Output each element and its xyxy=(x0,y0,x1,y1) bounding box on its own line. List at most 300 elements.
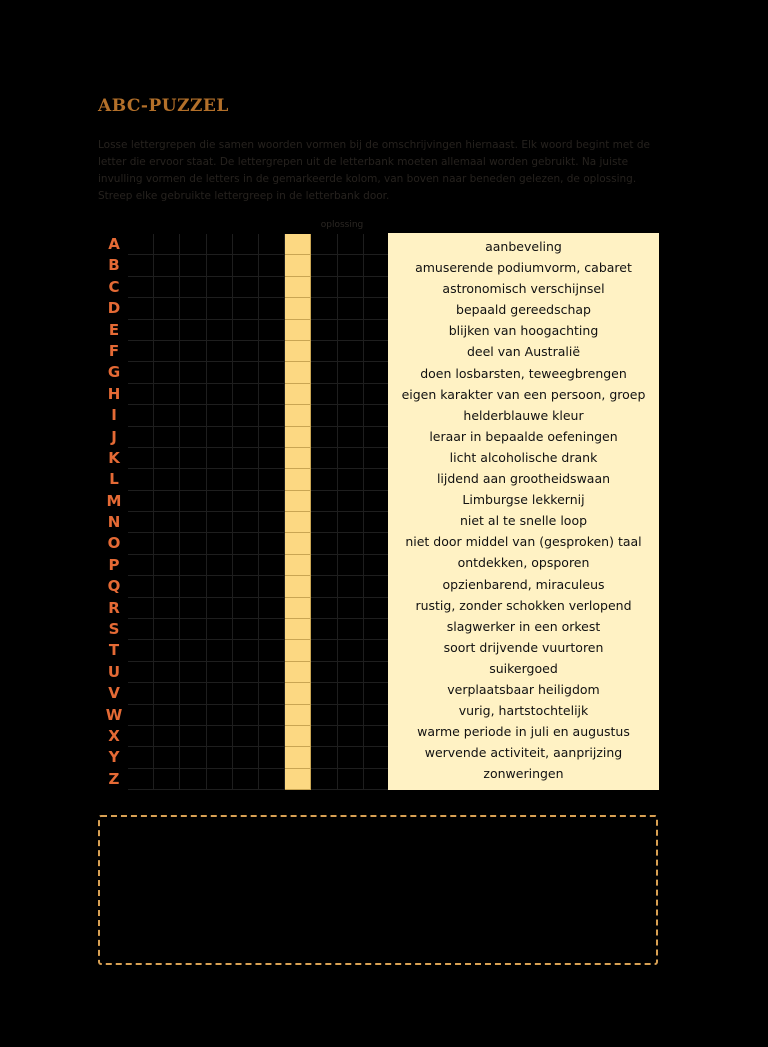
solution-cell[interactable] xyxy=(285,533,311,554)
answer-cell[interactable] xyxy=(180,705,206,726)
answer-cell[interactable] xyxy=(338,662,364,683)
answer-cell[interactable] xyxy=(259,705,285,726)
answer-cell[interactable] xyxy=(338,234,364,255)
answer-cell[interactable] xyxy=(364,384,390,405)
answer-cell[interactable] xyxy=(207,769,233,790)
answer-cell[interactable] xyxy=(154,512,180,533)
answer-cell[interactable] xyxy=(154,255,180,276)
answer-cell[interactable] xyxy=(311,726,337,747)
answer-cell[interactable] xyxy=(207,469,233,490)
answer-cell[interactable] xyxy=(311,405,337,426)
answer-cell[interactable] xyxy=(154,640,180,661)
answer-cell[interactable] xyxy=(311,769,337,790)
answer-cell[interactable] xyxy=(180,491,206,512)
answer-cell[interactable] xyxy=(233,427,259,448)
answer-cell[interactable] xyxy=(338,405,364,426)
answer-cell[interactable] xyxy=(154,491,180,512)
grid-row xyxy=(128,341,390,362)
answer-grid xyxy=(128,234,390,790)
answer-cell[interactable] xyxy=(233,726,259,747)
answer-cell[interactable] xyxy=(364,555,390,576)
answer-cell[interactable] xyxy=(154,598,180,619)
answer-cell[interactable] xyxy=(311,662,337,683)
answer-cell[interactable] xyxy=(154,427,180,448)
answer-cell[interactable] xyxy=(364,427,390,448)
answer-cell[interactable] xyxy=(180,555,206,576)
answer-cell[interactable] xyxy=(259,298,285,319)
answer-cell[interactable] xyxy=(259,427,285,448)
answer-cell[interactable] xyxy=(311,555,337,576)
answer-cell[interactable] xyxy=(128,277,154,298)
answer-cell[interactable] xyxy=(259,491,285,512)
answer-cell[interactable] xyxy=(233,298,259,319)
answer-cell[interactable] xyxy=(233,533,259,554)
answer-cell[interactable] xyxy=(364,362,390,383)
answer-cell[interactable] xyxy=(154,555,180,576)
answer-cell[interactable] xyxy=(128,469,154,490)
answer-cell[interactable] xyxy=(233,705,259,726)
answer-cell[interactable] xyxy=(338,512,364,533)
answer-cell[interactable] xyxy=(154,662,180,683)
answer-cell[interactable] xyxy=(233,683,259,704)
answer-cell[interactable] xyxy=(233,234,259,255)
answer-cell[interactable] xyxy=(154,576,180,597)
answer-cell[interactable] xyxy=(233,640,259,661)
solution-cell[interactable] xyxy=(285,640,311,661)
answer-cell[interactable] xyxy=(207,427,233,448)
solution-cell[interactable] xyxy=(285,769,311,790)
answer-cell[interactable] xyxy=(364,234,390,255)
grid-row xyxy=(128,640,390,661)
answer-cell[interactable] xyxy=(128,726,154,747)
answer-cell[interactable] xyxy=(128,555,154,576)
answer-cell[interactable] xyxy=(338,533,364,554)
solution-cell[interactable] xyxy=(285,555,311,576)
answer-cell[interactable] xyxy=(364,619,390,640)
answer-cell[interactable] xyxy=(128,341,154,362)
answer-cell[interactable] xyxy=(364,512,390,533)
answer-cell[interactable] xyxy=(154,619,180,640)
solution-cell[interactable] xyxy=(285,384,311,405)
answer-cell[interactable] xyxy=(180,726,206,747)
answer-cell[interactable] xyxy=(259,662,285,683)
answer-cell[interactable] xyxy=(364,769,390,790)
answer-cell[interactable] xyxy=(311,320,337,341)
clue-item: soort drijvende vuurtoren xyxy=(443,639,604,655)
answer-cell[interactable] xyxy=(338,491,364,512)
answer-cell[interactable] xyxy=(364,255,390,276)
solution-cell[interactable] xyxy=(285,427,311,448)
answer-cell[interactable] xyxy=(154,384,180,405)
answer-cell[interactable] xyxy=(364,747,390,768)
answer-cell[interactable] xyxy=(233,576,259,597)
answer-cell[interactable] xyxy=(364,405,390,426)
answer-cell[interactable] xyxy=(364,341,390,362)
grid-row xyxy=(128,512,390,533)
answer-cell[interactable] xyxy=(364,726,390,747)
answer-cell[interactable] xyxy=(180,747,206,768)
answer-cell[interactable] xyxy=(128,769,154,790)
grid-row xyxy=(128,384,390,405)
row-letter: W xyxy=(105,705,123,724)
answer-cell[interactable] xyxy=(128,255,154,276)
answer-cell[interactable] xyxy=(128,683,154,704)
solution-cell[interactable] xyxy=(285,341,311,362)
solution-cell[interactable] xyxy=(285,255,311,276)
solution-cell[interactable] xyxy=(285,448,311,469)
row-letter: E xyxy=(108,320,120,339)
grid-row xyxy=(128,747,390,768)
solution-cell[interactable] xyxy=(285,277,311,298)
answer-cell[interactable] xyxy=(233,405,259,426)
answer-cell[interactable] xyxy=(128,705,154,726)
answer-cell[interactable] xyxy=(338,277,364,298)
row-letter: I xyxy=(111,406,117,425)
answer-cell[interactable] xyxy=(364,662,390,683)
row-letter: B xyxy=(108,256,120,275)
answer-cell[interactable] xyxy=(338,255,364,276)
answer-cell[interactable] xyxy=(180,662,206,683)
answer-cell[interactable] xyxy=(259,384,285,405)
solution-cell[interactable] xyxy=(285,362,311,383)
answer-cell[interactable] xyxy=(338,576,364,597)
answer-cell[interactable] xyxy=(233,384,259,405)
answer-cell[interactable] xyxy=(311,705,337,726)
solution-cell[interactable] xyxy=(285,683,311,704)
answer-cell[interactable] xyxy=(180,255,206,276)
solution-cell[interactable] xyxy=(285,298,311,319)
solution-cell[interactable] xyxy=(285,469,311,490)
answer-cell[interactable] xyxy=(207,598,233,619)
answer-cell[interactable] xyxy=(311,384,337,405)
answer-cell[interactable] xyxy=(128,512,154,533)
answer-cell[interactable] xyxy=(338,448,364,469)
answer-cell[interactable] xyxy=(128,298,154,319)
answer-cell[interactable] xyxy=(338,619,364,640)
answer-cell[interactable] xyxy=(233,512,259,533)
answer-cell[interactable] xyxy=(180,533,206,554)
row-letter: F xyxy=(108,341,120,360)
clue-item: aanbeveling xyxy=(485,239,562,254)
answer-cell[interactable] xyxy=(338,427,364,448)
answer-cell[interactable] xyxy=(259,320,285,341)
answer-cell[interactable] xyxy=(311,576,337,597)
answer-cell[interactable] xyxy=(207,320,233,341)
clue-item: eigen karakter van een persoon, groep xyxy=(401,386,646,402)
answer-cell[interactable] xyxy=(364,320,390,341)
answer-cell[interactable] xyxy=(207,640,233,661)
answer-cell[interactable] xyxy=(180,683,206,704)
answer-cell[interactable] xyxy=(154,683,180,704)
answer-cell[interactable] xyxy=(338,320,364,341)
answer-cell[interactable] xyxy=(233,341,259,362)
answer-cell[interactable] xyxy=(233,662,259,683)
answer-cell[interactable] xyxy=(311,469,337,490)
answer-cell[interactable] xyxy=(259,726,285,747)
row-letter: L xyxy=(109,470,119,489)
solution-cell[interactable] xyxy=(285,512,311,533)
answer-cell[interactable] xyxy=(207,662,233,683)
answer-cell[interactable] xyxy=(180,405,206,426)
answer-cell[interactable] xyxy=(311,448,337,469)
answer-cell[interactable] xyxy=(364,533,390,554)
solution-cell[interactable] xyxy=(285,662,311,683)
grid-row xyxy=(128,598,390,619)
answer-cell[interactable] xyxy=(311,277,337,298)
answer-cell[interactable] xyxy=(233,255,259,276)
answer-cell[interactable] xyxy=(259,576,285,597)
answer-cell[interactable] xyxy=(338,769,364,790)
answer-cell[interactable] xyxy=(259,512,285,533)
answer-cell[interactable] xyxy=(207,705,233,726)
answer-cell[interactable] xyxy=(180,619,206,640)
solution-cell[interactable] xyxy=(285,491,311,512)
grid-row xyxy=(128,662,390,683)
answer-cell[interactable] xyxy=(154,469,180,490)
answer-cell[interactable] xyxy=(311,619,337,640)
answer-cell[interactable] xyxy=(207,234,233,255)
answer-cell[interactable] xyxy=(154,769,180,790)
answer-cell[interactable] xyxy=(338,298,364,319)
answer-cell[interactable] xyxy=(259,255,285,276)
answer-cell[interactable] xyxy=(233,598,259,619)
answer-cell[interactable] xyxy=(364,640,390,661)
grid-row xyxy=(128,320,390,341)
answer-cell[interactable] xyxy=(338,705,364,726)
answer-cell[interactable] xyxy=(233,277,259,298)
answer-cell[interactable] xyxy=(128,427,154,448)
answer-cell[interactable] xyxy=(207,491,233,512)
answer-cell[interactable] xyxy=(154,405,180,426)
answer-cell[interactable] xyxy=(259,362,285,383)
answer-cell[interactable] xyxy=(128,491,154,512)
answer-cell[interactable] xyxy=(180,576,206,597)
answer-cell[interactable] xyxy=(207,277,233,298)
answer-cell[interactable] xyxy=(233,747,259,768)
puzzle-instructions xyxy=(98,137,678,205)
answer-cell[interactable] xyxy=(338,469,364,490)
answer-cell[interactable] xyxy=(207,384,233,405)
answer-cell[interactable] xyxy=(207,576,233,597)
answer-cell[interactable] xyxy=(364,448,390,469)
answer-cell[interactable] xyxy=(207,341,233,362)
answer-cell[interactable] xyxy=(311,640,337,661)
answer-cell[interactable] xyxy=(180,341,206,362)
answer-cell[interactable] xyxy=(364,576,390,597)
answer-cell[interactable] xyxy=(364,277,390,298)
clue-item: doen losbarsten, teweegbrengen xyxy=(420,365,627,381)
answer-cell[interactable] xyxy=(207,683,233,704)
answer-cell[interactable] xyxy=(311,255,337,276)
answer-cell[interactable] xyxy=(311,362,337,383)
answer-cell[interactable] xyxy=(128,234,154,255)
answer-cell[interactable] xyxy=(180,277,206,298)
grid-row xyxy=(128,298,390,319)
answer-cell[interactable] xyxy=(338,726,364,747)
answer-cell[interactable] xyxy=(338,598,364,619)
solution-cell[interactable] xyxy=(285,726,311,747)
answer-cell[interactable] xyxy=(259,555,285,576)
answer-cell[interactable] xyxy=(128,619,154,640)
answer-cell[interactable] xyxy=(233,362,259,383)
answer-cell[interactable] xyxy=(259,448,285,469)
clue-item: slagwerker in een orkest xyxy=(446,618,601,634)
answer-cell[interactable] xyxy=(259,469,285,490)
answer-cell[interactable] xyxy=(207,255,233,276)
answer-cell[interactable] xyxy=(180,427,206,448)
answer-cell[interactable] xyxy=(154,705,180,726)
answer-cell[interactable] xyxy=(311,598,337,619)
clue-item: deel van Australië xyxy=(466,344,581,360)
row-letter: A xyxy=(108,235,120,253)
answer-cell[interactable] xyxy=(364,705,390,726)
answer-cell[interactable] xyxy=(364,491,390,512)
answer-cell[interactable] xyxy=(154,277,180,298)
answer-cell[interactable] xyxy=(311,491,337,512)
answer-cell[interactable] xyxy=(311,234,337,255)
answer-cell[interactable] xyxy=(128,533,154,554)
answer-cell[interactable] xyxy=(154,448,180,469)
answer-cell[interactable] xyxy=(233,555,259,576)
answer-cell[interactable] xyxy=(180,769,206,790)
answer-cell[interactable] xyxy=(154,234,180,255)
answer-cell[interactable] xyxy=(311,298,337,319)
grid-row xyxy=(128,362,390,383)
clue-item: helderblauwe kleur xyxy=(463,407,584,423)
answer-cell[interactable] xyxy=(180,469,206,490)
answer-cell[interactable] xyxy=(259,619,285,640)
answer-cell[interactable] xyxy=(154,362,180,383)
clue-item: verplaatsbaar heiligdom xyxy=(447,681,600,697)
clue-item: warme periode in juli en augustus xyxy=(417,724,630,740)
row-letter: U xyxy=(107,662,121,681)
answer-cell[interactable] xyxy=(154,298,180,319)
answer-cell[interactable] xyxy=(233,469,259,490)
answer-cell[interactable] xyxy=(311,533,337,554)
answer-cell[interactable] xyxy=(311,341,337,362)
answer-cell[interactable] xyxy=(180,384,206,405)
row-letter: N xyxy=(107,513,121,532)
answer-cell[interactable] xyxy=(311,747,337,768)
answer-cell[interactable] xyxy=(154,747,180,768)
answer-cell[interactable] xyxy=(180,448,206,469)
answer-cell[interactable] xyxy=(338,683,364,704)
answer-cell[interactable] xyxy=(128,362,154,383)
answer-cell[interactable] xyxy=(364,683,390,704)
solution-cell[interactable] xyxy=(285,598,311,619)
answer-cell[interactable] xyxy=(180,640,206,661)
answer-cell[interactable] xyxy=(259,533,285,554)
clue-item: blijken van hoogachting xyxy=(448,323,599,339)
solution-cell[interactable] xyxy=(285,576,311,597)
answer-cell[interactable] xyxy=(128,405,154,426)
solution-cell[interactable] xyxy=(285,405,311,426)
answer-cell[interactable] xyxy=(154,533,180,554)
answer-cell[interactable] xyxy=(128,662,154,683)
answer-cell[interactable] xyxy=(207,533,233,554)
answer-cell[interactable] xyxy=(207,448,233,469)
answer-cell[interactable] xyxy=(338,384,364,405)
answer-cell[interactable] xyxy=(259,769,285,790)
answer-cell[interactable] xyxy=(154,341,180,362)
answer-cell[interactable] xyxy=(207,747,233,768)
solution-cell[interactable] xyxy=(285,619,311,640)
answer-cell[interactable] xyxy=(338,640,364,661)
answer-cell[interactable] xyxy=(311,683,337,704)
answer-cell[interactable] xyxy=(207,405,233,426)
answer-cell[interactable] xyxy=(207,512,233,533)
answer-cell[interactable] xyxy=(233,448,259,469)
answer-cell[interactable] xyxy=(128,384,154,405)
answer-cell[interactable] xyxy=(364,469,390,490)
clue-item: licht alcoholische drank xyxy=(449,449,598,465)
answer-cell[interactable] xyxy=(128,320,154,341)
answer-cell[interactable] xyxy=(259,341,285,362)
answer-cell[interactable] xyxy=(311,512,337,533)
answer-cell[interactable] xyxy=(207,726,233,747)
answer-cell[interactable] xyxy=(233,491,259,512)
answer-cell[interactable] xyxy=(128,576,154,597)
clue-item: vurig, hartstochtelijk xyxy=(458,703,589,719)
answer-cell[interactable] xyxy=(259,683,285,704)
answer-cell[interactable] xyxy=(207,619,233,640)
answer-cell[interactable] xyxy=(364,298,390,319)
answer-cell[interactable] xyxy=(180,362,206,383)
answer-cell[interactable] xyxy=(259,234,285,255)
answer-cell[interactable] xyxy=(259,747,285,768)
answer-cell[interactable] xyxy=(233,619,259,640)
answer-cell[interactable] xyxy=(311,427,337,448)
answer-cell[interactable] xyxy=(259,277,285,298)
answer-cell[interactable] xyxy=(207,298,233,319)
answer-cell[interactable] xyxy=(338,341,364,362)
answer-cell[interactable] xyxy=(128,598,154,619)
answer-cell[interactable] xyxy=(259,640,285,661)
answer-cell[interactable] xyxy=(180,298,206,319)
answer-cell[interactable] xyxy=(128,448,154,469)
answer-cell[interactable] xyxy=(128,640,154,661)
clue-item: amuserende podiumvorm, cabaret xyxy=(415,260,632,276)
answer-cell[interactable] xyxy=(338,362,364,383)
answer-cell[interactable] xyxy=(338,555,364,576)
solution-cell[interactable] xyxy=(285,705,311,726)
answer-cell[interactable] xyxy=(338,747,364,768)
row-letter: Y xyxy=(108,748,120,767)
answer-cell[interactable] xyxy=(154,726,180,747)
clue-item: lijdend aan grootheidswaan xyxy=(436,471,611,487)
answer-cell[interactable] xyxy=(259,598,285,619)
answer-cell[interactable] xyxy=(180,234,206,255)
answer-cell[interactable] xyxy=(180,320,206,341)
answer-cell[interactable] xyxy=(180,598,206,619)
answer-cell[interactable] xyxy=(364,598,390,619)
solution-cell[interactable] xyxy=(285,747,311,768)
clue-item: astronomisch verschijnsel xyxy=(442,281,605,297)
solution-cell[interactable] xyxy=(285,320,311,341)
solution-cell[interactable] xyxy=(285,234,311,255)
grid-row xyxy=(128,427,390,448)
answer-cell[interactable] xyxy=(207,555,233,576)
instruction-line: letter die ervoor staat. De lettergrepen uit de letterbank moeten allemaal worden gebruikt. Na juiste xyxy=(98,156,629,168)
answer-cell[interactable] xyxy=(207,362,233,383)
answer-cell[interactable] xyxy=(180,512,206,533)
answer-cell[interactable] xyxy=(259,405,285,426)
answer-cell[interactable] xyxy=(233,769,259,790)
answer-cell[interactable] xyxy=(233,320,259,341)
answer-cell[interactable] xyxy=(154,320,180,341)
row-letter: Z xyxy=(108,769,120,788)
answer-cell[interactable] xyxy=(128,747,154,768)
